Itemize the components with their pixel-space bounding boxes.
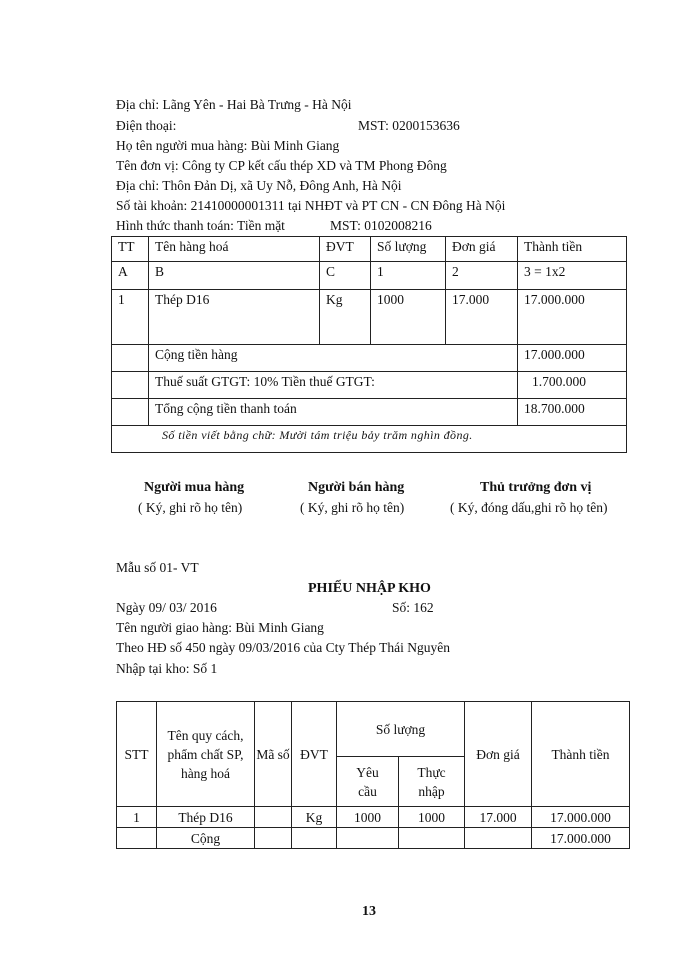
seller-tax-code: MST: 0200153636 [358, 118, 460, 133]
buyer-address: Địa chỉ: Thôn Đản Dị, xã Uy Nỗ, Đông Anh, Hà Nội [116, 178, 402, 193]
invoice-total-row [112, 399, 627, 426]
payment-method: Hình thức thanh toán: Tiền mặt [116, 218, 285, 233]
code-cell: 1 [371, 262, 446, 290]
phone-label: Điện thoại: [116, 118, 177, 133]
item-cell: 17.000 [465, 807, 532, 828]
total-value: 17.000.000 [532, 828, 630, 849]
signature-buyer-note: ( Ký, ghi rõ họ tên) [138, 500, 243, 515]
item-cell: 1 [117, 807, 157, 828]
receipt-total-row [117, 828, 630, 849]
code-cell: 2 [446, 262, 518, 290]
col-header: ĐVT [292, 702, 337, 807]
invoice-address: Địa chỉ: Lãng Yên - Hai Bà Trưng - Hà Nội [116, 97, 352, 112]
code-cell: 3 = 1x2 [518, 262, 627, 290]
page-number: 13 [362, 904, 376, 919]
item-cell: 1000 [337, 807, 399, 828]
item-cell: Thép D16 [149, 290, 320, 345]
col-header: Đơn giá [446, 237, 518, 262]
invoice-code-row [112, 262, 627, 290]
total-label: Cộng [157, 828, 255, 849]
bank-account: Số tài khoản: 21410000001311 tại NHĐT và PT CN - CN Đông Hà Nội [116, 198, 506, 213]
col-header: Số lượng [371, 237, 446, 262]
receipt-header-row-1 [117, 702, 630, 757]
invoice-table [111, 236, 627, 453]
code-cell: B [149, 262, 320, 290]
col-header: Thành tiền [518, 237, 627, 262]
code-cell: C [320, 262, 371, 290]
col-header: Tên quy cách, phẩm chất SP, hàng hoá [157, 702, 255, 807]
signature-seller-note: ( Ký, ghi rõ họ tên) [300, 500, 405, 515]
total-value: 18.700.000 [518, 399, 627, 426]
signature-buyer-title: Người mua hàng [144, 480, 245, 495]
buyer-name: Họ tên người mua hàng: Bùi Minh Giang [116, 138, 340, 153]
deliverer-name: Tên người giao hàng: Bùi Minh Giang [116, 620, 324, 635]
col-header: Yêu cầu [337, 757, 399, 807]
invoice-header-row [112, 237, 627, 262]
signature-head-title: Thủ trưởng đơn vị [480, 480, 592, 495]
signature-head-note: ( Ký, đóng dấu,ghi rõ họ tên) [450, 500, 608, 515]
item-cell: Thép D16 [157, 807, 255, 828]
receipt-date: Ngày 09/ 03/ 2016 [116, 600, 217, 615]
receipt-table [116, 701, 630, 849]
item-cell: 1000 [399, 807, 465, 828]
item-cell: Kg [292, 807, 337, 828]
receipt-title: PHIẾU NHẬP KHO [308, 581, 431, 596]
invoice-vat-row [112, 372, 627, 399]
item-cell: 17.000.000 [518, 290, 627, 345]
form-code: Mẫu số 01- VT [116, 560, 199, 575]
col-header: Thành tiền [532, 702, 630, 807]
item-cell [255, 807, 292, 828]
warehouse: Nhập tại kho: Số 1 [116, 661, 218, 676]
contract-reference: Theo HĐ số 450 ngày 09/03/2016 của Cty Thép Thái Nguyên [116, 640, 450, 655]
item-cell: 1000 [371, 290, 446, 345]
col-header: Thực nhập [399, 757, 465, 807]
subtotal-label: Cộng tiền hàng [149, 345, 518, 372]
invoice-subtotal-row [112, 345, 627, 372]
col-header: TT [112, 237, 149, 262]
col-header: STT [117, 702, 157, 807]
receipt-item-row [117, 807, 630, 828]
vat-value: 1.700.000 [518, 372, 627, 399]
item-cell: 17.000.000 [532, 807, 630, 828]
amount-in-words: Số tiền viết bằng chữ: Mười tám triệu bảy trăm nghìn đồng. [112, 426, 627, 453]
invoice-words-row [112, 426, 627, 453]
col-header: ĐVT [320, 237, 371, 262]
total-label: Tổng cộng tiền thanh toán [149, 399, 518, 426]
receipt-number: Số: 162 [392, 600, 434, 615]
buyer-tax-code: MST: 0102008216 [330, 218, 432, 233]
item-cell: 17.000 [446, 290, 518, 345]
vat-label: Thuế suất GTGT: 10% Tiền thuế GTGT: [149, 372, 518, 399]
col-header: Số lượng [337, 702, 465, 757]
col-header: Mã số [255, 702, 292, 807]
signature-seller-title: Người bán hàng [308, 480, 405, 495]
buyer-company: Tên đơn vị: Công ty CP kết cấu thép XD và TM Phong Đông [116, 158, 447, 173]
col-header: Đơn giá [465, 702, 532, 807]
item-cell: Kg [320, 290, 371, 345]
col-header: Tên hàng hoá [149, 237, 320, 262]
subtotal-value: 17.000.000 [518, 345, 627, 372]
invoice-item-row [112, 290, 627, 345]
code-cell: A [112, 262, 149, 290]
item-cell: 1 [112, 290, 149, 345]
